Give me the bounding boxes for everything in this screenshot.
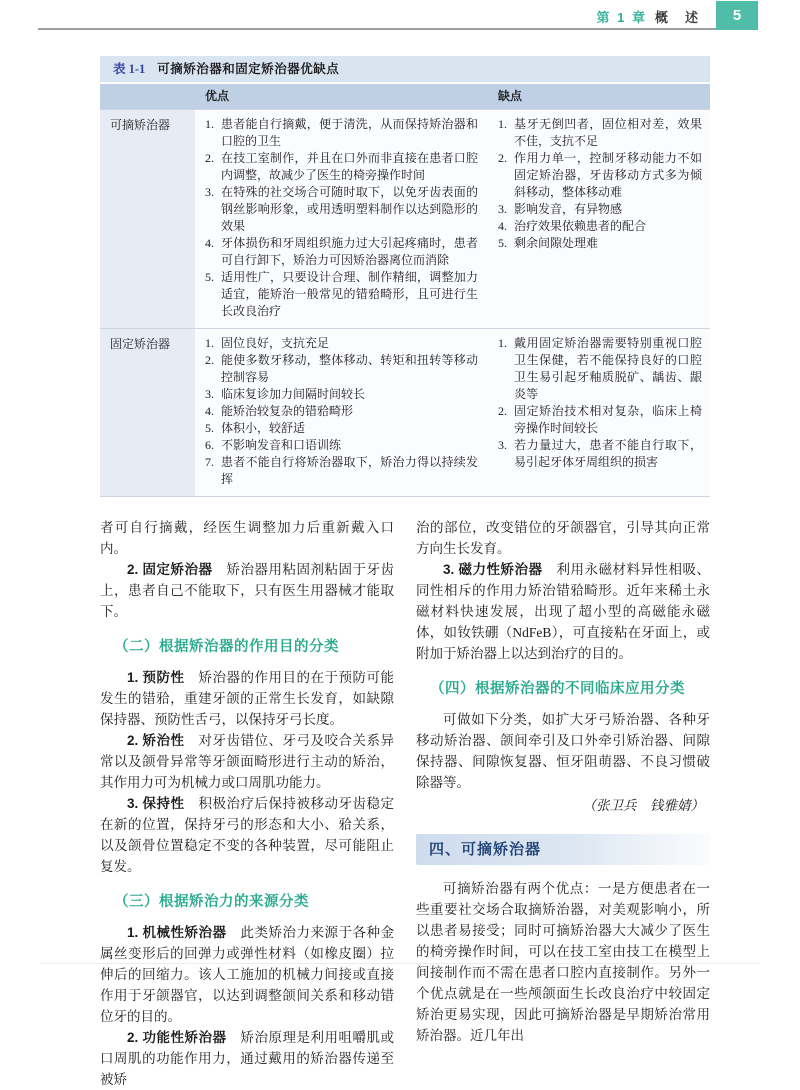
chapter-label: 第 1 章 [596,10,647,25]
disadvantages-list [498,335,702,471]
table-header-disadvantages: 缺点 [498,89,523,103]
list-item: 体积小，较舒适 [221,421,306,435]
paragraph: 治的部位，改变错位的牙颌器官，引导其向正常方向生长发育。 [416,520,710,556]
list-item: 临床复诊加力间隔时间较长 [221,387,366,401]
advantages-list [205,335,478,488]
paragraph-functional [100,1027,394,1090]
disadvantages-list [498,116,702,252]
running-head [38,0,758,30]
paragraph-label: 2. 固定矫治器 [127,562,213,577]
list-item: 剩余间隙处理难 [514,236,599,250]
list-item: 戴用固定矫治器需要特别重视口腔卫生保健，若不能保持良好的口腔卫生易引起牙釉质脱矿、龋齿、龈炎等 [514,336,702,401]
paragraph-removable-advantages: 可摘矫治器有两个优点：一是方便患者在一些重要社交场合取摘矫治器，对美观影响小，所以患者易接受；同时可摘矫治器大大减少了医生的椅旁操作时间，可以在技工室由技工在模型上间接制作而不需在患者口腔内直接制作。另外一个优点就是在一些颅颌面生长改良治疗中较固定矫治更易实现，因此可摘矫治器是早期矫治常用矫治器。近几年出 [416,881,710,1043]
paragraph-corrective [100,730,394,793]
appliance-comparison-table [100,56,710,497]
paragraph-text: 矫治原理是利用咀嚼肌或口周肌的功能作用力，通过戴用的矫治器传递至被矫 [100,1030,395,1087]
advantages-list [205,116,478,320]
paragraph-label: 1. 预防性 [127,670,185,685]
body-columns [100,517,710,1090]
running-head-text [597,7,700,26]
section-heading-removable-appliance: 四、可摘矫治器 [416,834,710,865]
paragraph-clinical-classification: 可做如下分类，如扩大牙弓矫治器、各种牙移动矫治器、颌间牵引及口外牵引矫治器、间隙保持器、间隙恢复器、恒牙阻萌器、不良习惯破除器等。 [416,712,710,790]
list-item: 作用力单一，控制牙移动能力不如固定矫治器，牙齿移动方式多为倾斜移动，整体移动难 [514,151,702,199]
removable-disadvantages-cell [488,110,710,328]
heading-classification-by-force-source: （三）根据矫治力的来源分类 [114,894,309,910]
row-label: 固定矫治器 [100,329,195,496]
paragraph-mechanical [100,922,394,1027]
page-number-badge: 5 [716,1,758,30]
list-item: 能矫治较复杂的错𬌗畸形 [221,404,354,418]
paragraph-text: 此类矫治力来源于各种金属丝变形后的回弹力或弹性材料（如橡皮圈）拉伸后的回缩力。该人工施加的机械力间接或直接作用于牙颌器官，以达到调整颌间关系和移动错位牙的目的。 [100,925,395,1024]
paragraph-text: 矫治器用粘固剂粘固于牙齿上，患者自己不能取下，只有医生用器械才能取下。 [100,562,395,619]
heading-classification-by-purpose: （二）根据矫治器的作用目的分类 [114,639,339,655]
paragraph-label: 3. 磁力性矫治器 [443,562,543,577]
list-item: 适用性广，只要设计合理、制作精细，调整加力适宜，能矫治一般常见的错𬌗畸形，且可进行生长改良治疗 [221,270,478,318]
heading-classification-by-clinical-use: （四）根据矫治器的不同临床应用分类 [430,681,685,697]
list-item: 固定矫治技术相对复杂，临床上椅旁操作时间较长 [514,404,702,435]
chapter-title: 概 述 [654,10,700,25]
table-caption [100,56,710,84]
list-item: 在特殊的社交场合可随时取下，以免牙齿表面的钢丝影响形象，或用透明塑料制作以达到隐形的效果 [221,185,478,233]
paragraph: 者可自行摘戴，经医生调整加力后重新戴入口内。 [100,520,394,556]
list-item: 患者能自行摘戴，便于清洗，从而保持矫治器和口腔的卫生 [221,117,478,148]
left-column [100,517,394,1090]
fixed-disadvantages-cell [488,329,710,496]
page-content [100,56,710,1090]
paragraph-retentive [100,793,394,877]
list-item: 治疗效果依赖患者的配合 [514,219,647,233]
paragraph-label: 3. 保持性 [127,796,185,811]
row-label: 可摘矫治器 [100,110,195,328]
list-item: 能使多数牙移动，整体移动、转矩和扭转等移动控制容易 [221,353,478,384]
table-header-empty-cell [100,84,195,109]
paragraph-text: 积极治疗后保持被移动牙齿稳定在新的位置，保持牙弓的形态和大小、𬌗关系，以及颌骨位置稳定不变的各种装置，尽可能阻止复发。 [100,796,395,874]
list-item: 在技工室制作，并且在口外而非直接在患者口腔内调整，故减少了医生的椅旁操作时间 [221,151,478,182]
paragraph-text: 对牙齿错位、牙弓及咬合关系异常以及颌骨异常等牙颌面畸形进行主动的矫治，其作用力可为机械力或口周肌功能力。 [100,733,395,790]
author-credit: （张卫兵 钱雅婧） [582,798,704,813]
list-item: 患者不能自行将矫治器取下，矫治力得以持续发挥 [221,455,478,486]
list-item: 不影响发音和口语训练 [221,438,342,452]
paragraph-magnetic [416,559,710,664]
table-row-fixed [100,328,710,497]
list-item: 基牙无倒凹者，固位相对差，效果不佳，支抗不足 [514,117,702,148]
list-item: 影响发音，有异物感 [514,202,623,216]
paragraph-text: 利用永磁材料异性相吸、同性相斥的作用力矫治错𬌗畸形。近年来稀土永磁材料快速发展，出现了超小型的高磁能永磁体，如钕铁硼（NdFeB），可直接粘在牙面上，或附加于矫治器上以达到治疗的目的。 [416,562,711,661]
paragraph-fixed-appliance [100,559,394,622]
paragraph-preventive [100,667,394,730]
list-item: 固位良好，支抗充足 [221,336,330,350]
table-header-row [100,84,710,109]
table-caption-title: 可摘矫治器和固定矫治器优缺点 [157,62,340,76]
table-caption-number: 表 1-1 [113,62,146,76]
right-column [416,517,710,1090]
paragraph-text: 矫治器的作用目的在于预防可能发生的错𬌗，重建牙颌的正常生长发育，如缺隙保持器、预防性舌弓，以保持牙弓长度。 [100,670,395,727]
list-item: 牙体损伤和牙周组织施力过大引起疼痛时，患者可自行卸下，矫治力可因矫治器离位而消除 [221,236,478,267]
paragraph-label: 2. 功能性矫治器 [127,1030,227,1045]
removable-advantages-cell [195,110,488,328]
footer-divider [40,963,760,964]
list-item: 若力量过大，患者不能自行取下，易引起牙体牙周组织的损害 [514,438,702,469]
table-row-removable [100,109,710,328]
paragraph-label: 2. 矫治性 [127,733,185,748]
fixed-advantages-cell [195,329,488,496]
paragraph-label: 1. 机械性矫治器 [127,925,227,940]
table-header-advantages: 优点 [205,89,230,103]
